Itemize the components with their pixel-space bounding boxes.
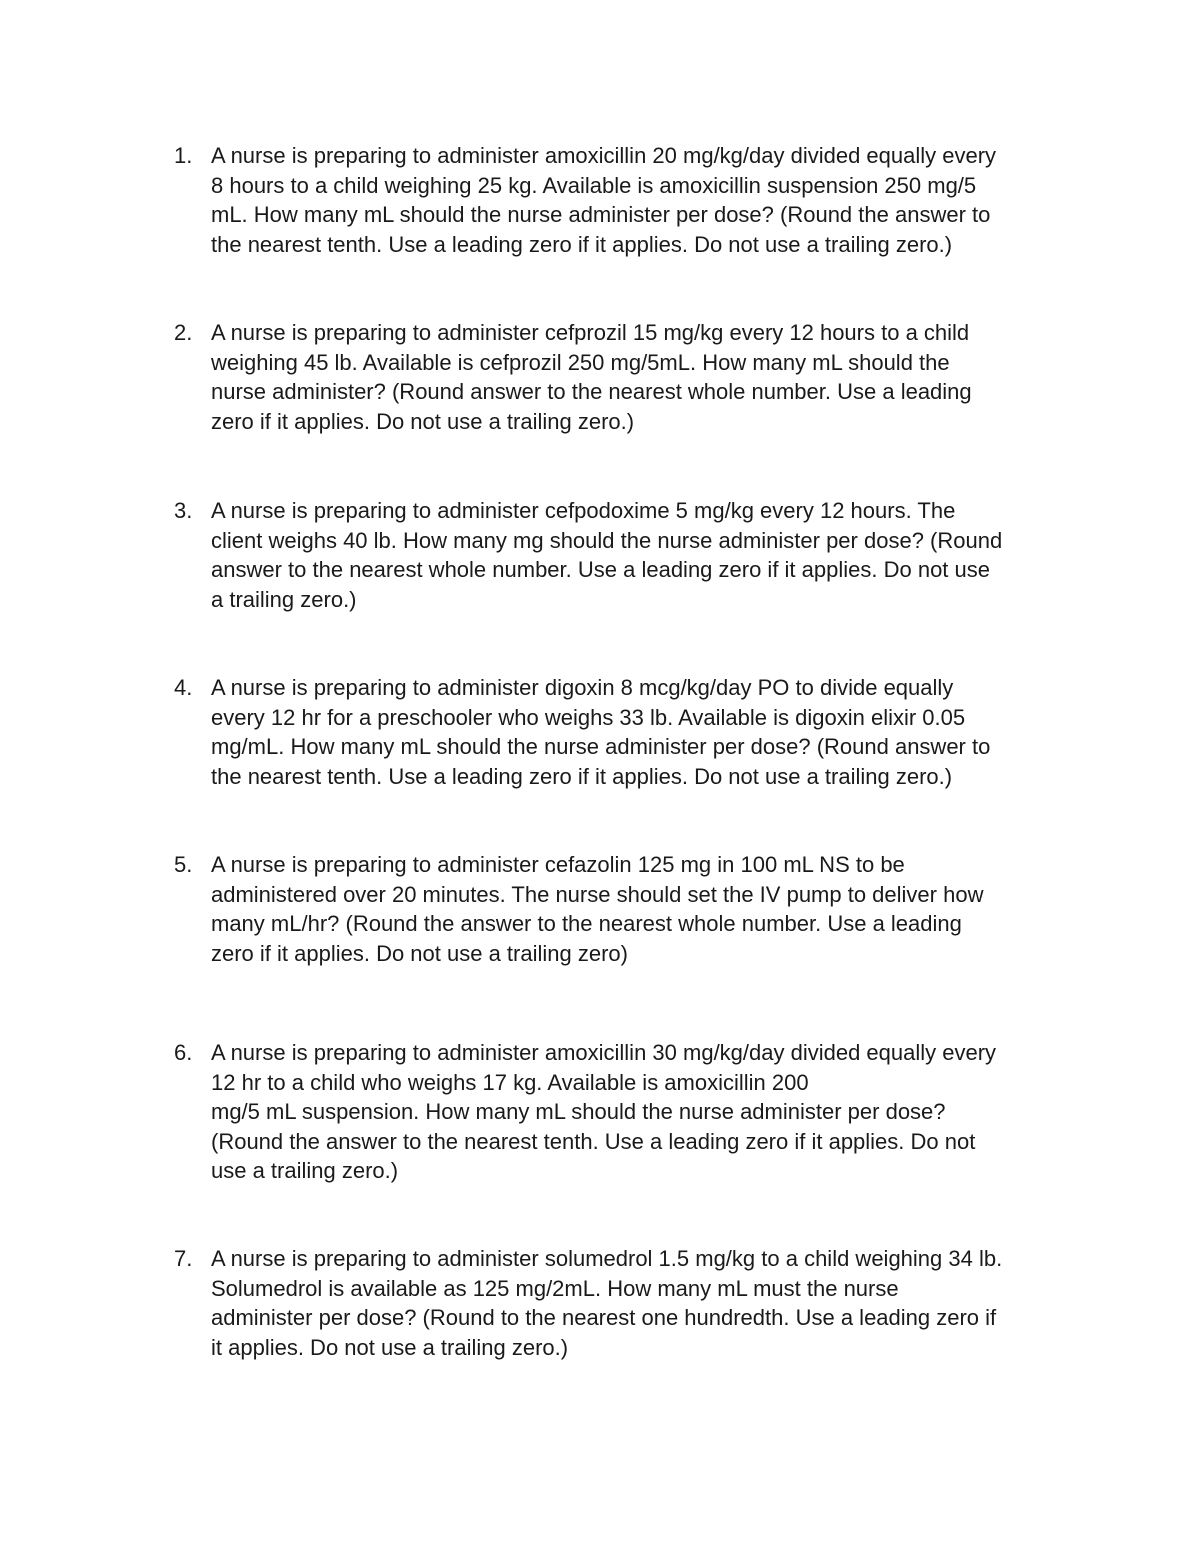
question-text — [211, 1244, 1111, 1362]
question-line: 8 hours to a child weighing 25 kg. Available is amoxicillin suspension 250 mg/5 — [211, 172, 977, 198]
question-line: every 12 hr for a preschooler who weighs 33 lb. Available is digoxin elixir 0.05 — [211, 704, 966, 730]
question-line: administered over 20 minutes. The nurse should set the IV pump to deliver how — [211, 881, 984, 907]
question-line: mg/5 mL suspension. How many mL should the nurse administer per dose? — [211, 1099, 946, 1124]
question-line: administer per dose? (Round to the nearest one hundredth. Use a leading zero if — [211, 1305, 997, 1330]
question-text — [211, 141, 1111, 259]
question-line: a trailing zero.) — [211, 586, 357, 612]
question-text — [211, 673, 1111, 791]
question-line: A nurse is preparing to administer cefazolin 125 mg in 100 mL NS to be — [211, 852, 905, 877]
question-line: mL. How many mL should the nurse administer per dose? (Round the answer to — [211, 202, 991, 227]
question-line: A nurse is preparing to administer digoxin 8 mcg/kg/day PO to divide equally — [211, 675, 954, 700]
question-line: Solumedrol is available as 125 mg/2mL. How many mL must the nurse — [211, 1275, 899, 1301]
question-line: A nurse is preparing to administer cefpodoxime 5 mg/kg every 12 hours. The — [211, 498, 956, 523]
question-line: mg/mL. How many mL should the nurse administer per dose? (Round answer to — [211, 734, 991, 759]
question-number: 6. — [174, 1040, 193, 1065]
question-text — [211, 496, 1111, 614]
question-line: zero if it applies. Do not use a trailing zero.) — [211, 408, 635, 434]
question-line: (Round the answer to the nearest tenth. Use a leading zero if it applies. Do not — [211, 1128, 976, 1154]
question-line: A nurse is preparing to administer solumedrol 1.5 mg/kg to a child weighing 34 lb. — [211, 1246, 1003, 1271]
question-line: A nurse is preparing to administer amoxicillin 20 mg/kg/day divided equally every — [211, 143, 997, 168]
question-line: the nearest tenth. Use a leading zero if it applies. Do not use a trailing zero.) — [211, 231, 953, 257]
question-number: 2. — [174, 320, 193, 345]
question-line: the nearest tenth. Use a leading zero if it applies. Do not use a trailing zero.) — [211, 763, 953, 789]
question-line: nurse administer? (Round answer to the nearest whole number. Use a leading — [211, 379, 972, 404]
question-number: 7. — [174, 1246, 193, 1271]
question-number: 5. — [174, 852, 193, 877]
question-text — [211, 850, 1111, 968]
question-line: many mL/hr? (Round the answer to the nearest whole number. Use a leading — [211, 911, 962, 936]
question-line: answer to the nearest whole number. Use a leading zero if it applies. Do not use — [211, 557, 991, 582]
question-line: A nurse is preparing to administer cefprozil 15 mg/kg every 12 hours to a child — [211, 320, 970, 345]
question-line: it applies. Do not use a trailing zero.) — [211, 1334, 569, 1360]
question-line: zero if it applies. Do not use a trailing zero) — [211, 940, 628, 966]
question-line: use a trailing zero.) — [211, 1158, 399, 1183]
question-number: 1. — [174, 143, 193, 168]
question-number: 3. — [174, 498, 193, 523]
question-line: client weighs 40 lb. How many mg should the nurse administer per dose? (Round — [211, 527, 1003, 553]
question-text — [211, 1038, 1111, 1186]
question-line: 12 hr to a child who weighs 17 kg. Available is amoxicillin 200 — [211, 1069, 809, 1095]
question-number: 4. — [174, 675, 193, 700]
question-line: A nurse is preparing to administer amoxicillin 30 mg/kg/day divided equally every — [211, 1040, 997, 1065]
question-line: weighing 45 lb. Available is cefprozil 250 mg/5mL. How many mL should the — [211, 349, 950, 375]
question-text — [211, 318, 1111, 436]
